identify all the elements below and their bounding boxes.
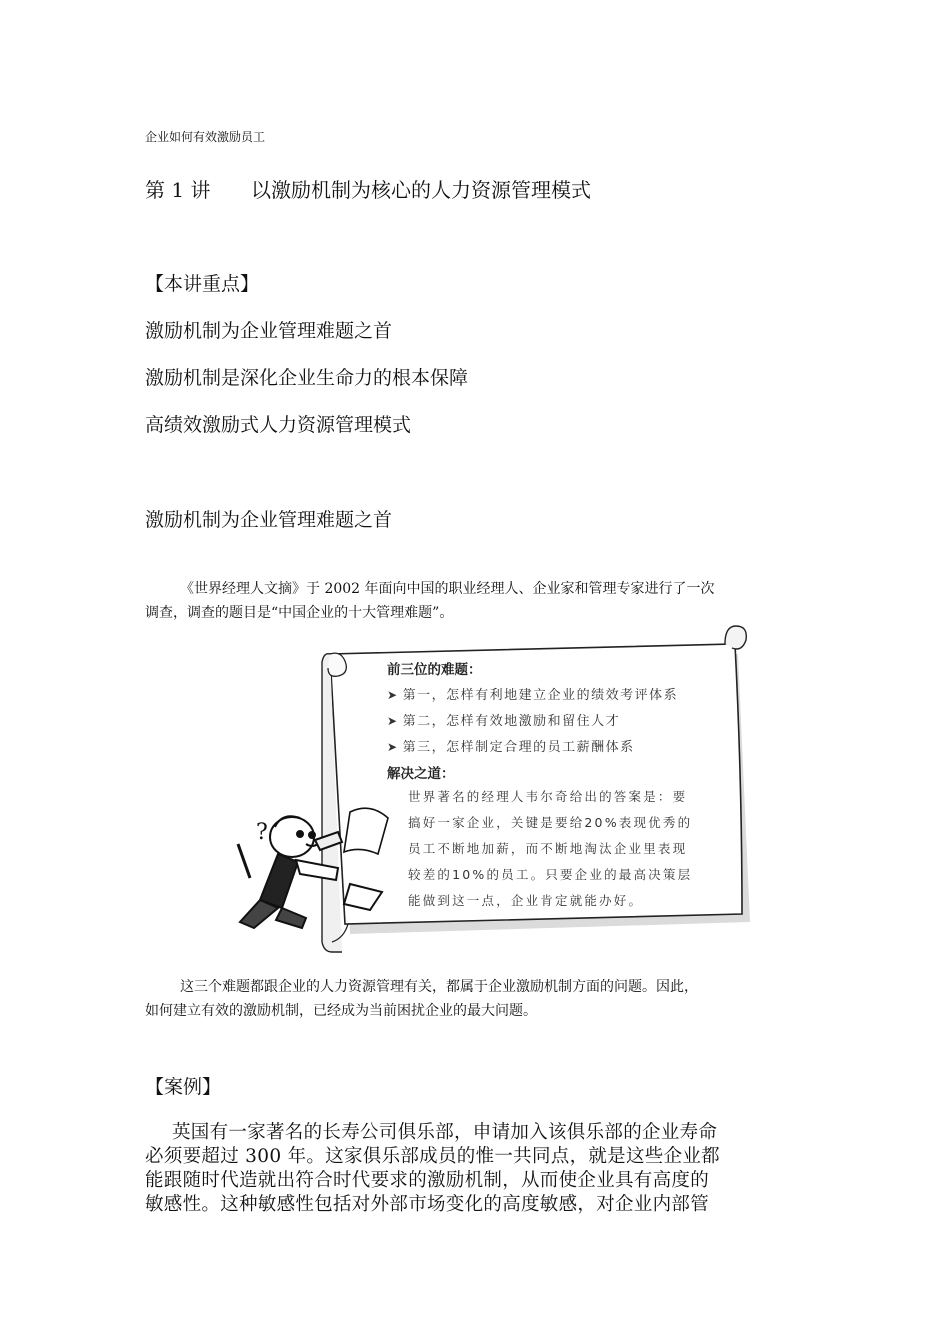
key-point-item: 激励机制是深化企业生命力的根本保障 — [145, 367, 469, 389]
key-point-item: 高绩效激励式人力资源管理模式 — [145, 414, 412, 436]
section-title: 激励机制为企业管理难题之首 — [145, 509, 393, 531]
lecture-title: 以激励机制为核心的人力资源管理模式 — [251, 178, 591, 202]
lecture-heading — [145, 174, 591, 203]
intro-paragraph-line: 调查，调查的题目是“中国企业的十大管理难题”。 — [145, 605, 454, 621]
case-line: 必须要超过 300 年。这家俱乐部成员的惟一共同点，就是这些企业都 — [145, 1146, 720, 1167]
key-point-item: 激励机制为企业管理难题之首 — [145, 320, 393, 342]
problem-item: ➤ 第三，怎样制定合理的员工薪酬体系 — [387, 740, 635, 755]
question-mark: ? — [256, 820, 268, 845]
arrow-icon: ➤ — [387, 740, 399, 754]
document-header: 企业如何有效激励员工 — [145, 130, 266, 144]
problem-item: ➤ 第一，怎样有利地建立企业的绩效考评体系 — [387, 688, 679, 703]
case-heading: 【案例】 — [145, 1076, 222, 1098]
case-line: 敏感性。这种敏感性包括对外部市场变化的高度敏感，对企业内部管 — [145, 1194, 710, 1215]
solution-line: 能做到这一点，企业肯定就能办好。 — [408, 893, 644, 908]
arrow-icon: ➤ — [387, 714, 399, 728]
case-line: 能跟随时代造就出符合时代要求的激励机制，从而使企业具有高度的 — [145, 1170, 710, 1191]
case-line: 英国有一家著名的长寿公司俱乐部，申请加入该俱乐部的企业寿命 — [172, 1122, 718, 1143]
solution-line: 世界著名的经理人韦尔奇给出的答案是：要 — [408, 789, 688, 804]
scroll-illustration — [220, 622, 760, 962]
key-points-heading: 【本讲重点】 — [145, 273, 260, 295]
solution-title: 解决之道： — [387, 766, 455, 782]
solution-line: 较差的10%的员工。只要企业的最高决策层 — [408, 867, 693, 882]
solution-line: 员工不断地加薪，而不断地淘汰企业里表现 — [408, 841, 688, 856]
intro-paragraph-line: 《世界经理人文摘》于 2002 年面向中国的职业经理人、企业家和管理专家进行了一次 — [180, 581, 715, 597]
conclusion-line: 如何建立有效的激励机制，已经成为当前困扰企业的最大问题。 — [145, 1003, 537, 1019]
problem-item: ➤ 第二，怎样有效地激励和留住人才 — [387, 714, 621, 729]
arrow-icon: ➤ — [387, 688, 399, 702]
solution-line: 搞好一家企业，关键是要给20%表现优秀的 — [408, 815, 693, 830]
scroll-title: 前三位的难题： — [387, 662, 482, 678]
lecture-number: 第 1 讲 — [145, 178, 211, 202]
conclusion-line: 这三个难题都跟企业的人力资源管理有关，都属于企业激励机制方面的问题。因此， — [180, 979, 698, 995]
